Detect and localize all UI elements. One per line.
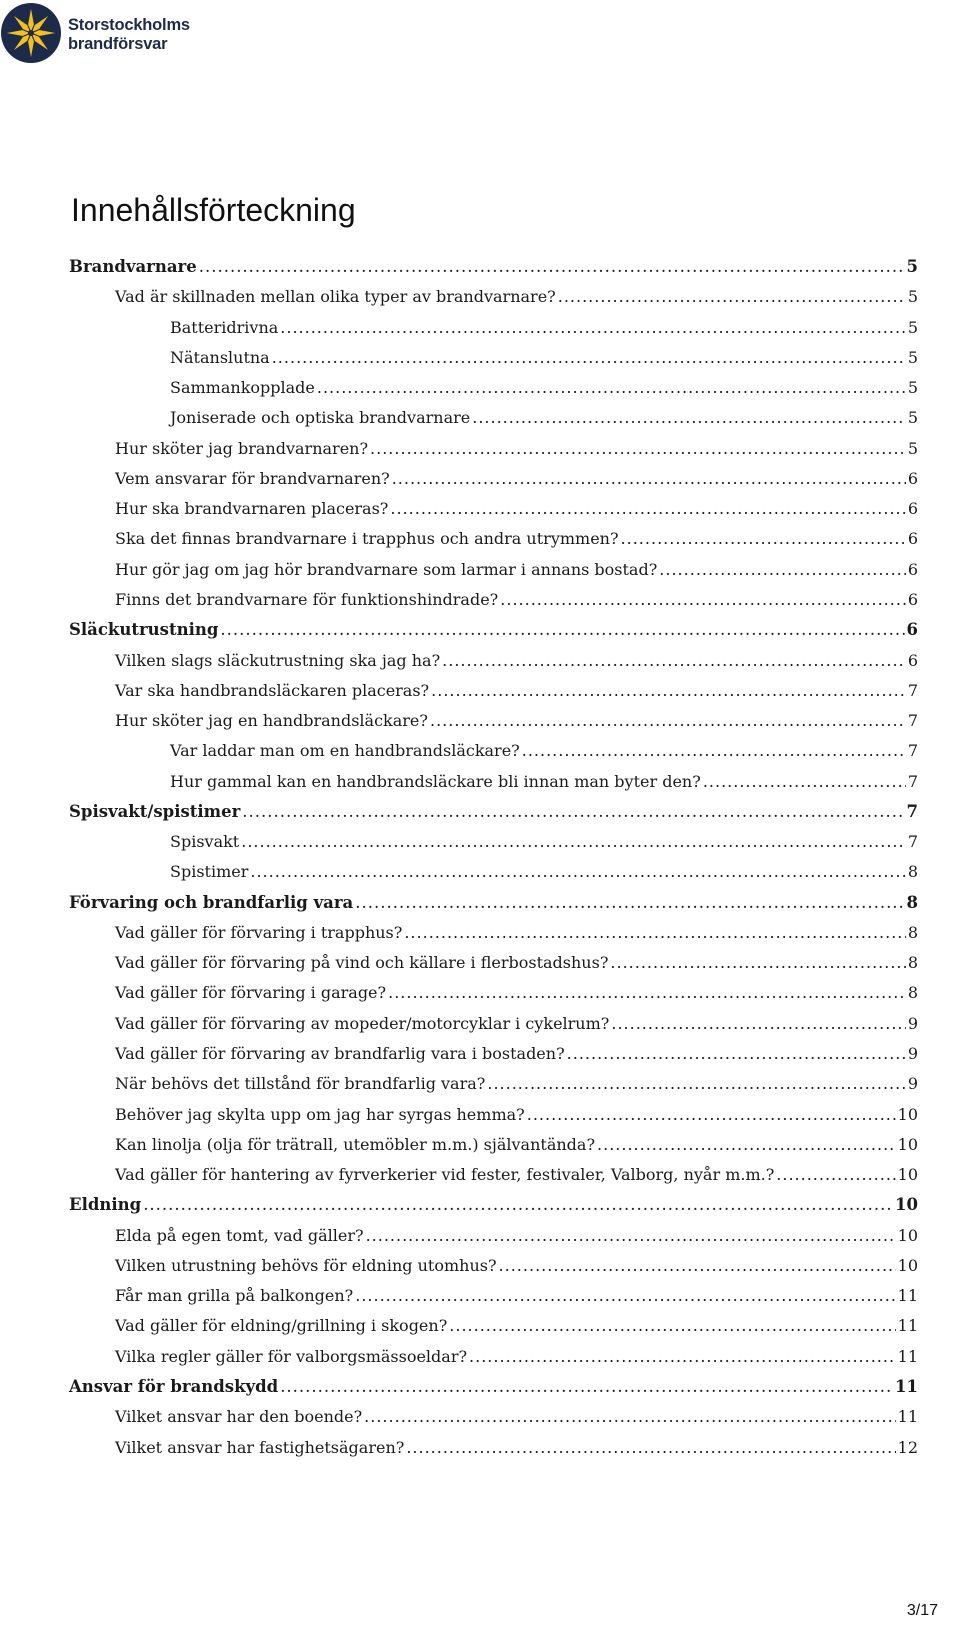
toc-entry-page: 7 xyxy=(906,802,918,821)
toc-entry[interactable] xyxy=(115,1342,918,1372)
toc-entry[interactable] xyxy=(115,1160,918,1190)
toc-entry-title: Vilka regler gäller för valborgsmässoeldar? xyxy=(115,1347,468,1366)
toc-entry-title: Vilken utrustning behövs för eldning utomhus? xyxy=(115,1256,497,1275)
toc-entry-title: Hur gammal kan en handbrandsläckare bli innan man byter den? xyxy=(170,772,701,791)
toc-dot-leader xyxy=(241,827,906,857)
toc-entry-page: 6 xyxy=(907,651,918,670)
toc-entry-title: Vem ansvarar för brandvarnaren? xyxy=(115,469,390,488)
toc-entry-page: 10 xyxy=(895,1195,918,1214)
toc-entry-page: 10 xyxy=(897,1105,918,1124)
toc-entry[interactable] xyxy=(170,313,918,343)
toc-entry-title: När behövs det tillstånd för brandfarlig vara? xyxy=(115,1074,486,1093)
toc-entry-title: Vad är skillnaden mellan olika typer av brandvarnare? xyxy=(115,287,556,306)
toc-entry[interactable] xyxy=(115,494,918,524)
toc-dot-leader xyxy=(659,555,906,585)
toc-dot-leader xyxy=(597,1130,896,1160)
toc-dot-leader xyxy=(355,888,904,918)
toc-dot-leader xyxy=(317,373,906,403)
toc-entry[interactable] xyxy=(115,464,918,494)
toc-entry[interactable] xyxy=(170,827,918,857)
toc-entry-title: Var ska handbrandsläckaren placeras? xyxy=(115,681,430,700)
toc-entry-page: 6 xyxy=(907,529,918,548)
toc-entry-page: 10 xyxy=(897,1256,918,1275)
toc-dot-leader xyxy=(250,857,905,887)
toc-entry-page: 6 xyxy=(906,620,918,639)
toc-entry[interactable] xyxy=(115,1039,918,1069)
toc-entry-page: 7 xyxy=(907,711,918,730)
toc-entry-title: Vad gäller för förvaring i garage? xyxy=(115,983,387,1002)
toc-entry-page: 7 xyxy=(907,832,918,851)
toc-dot-leader xyxy=(220,615,904,645)
toc-entry[interactable] xyxy=(170,343,918,373)
toc-entry-page: 5 xyxy=(907,348,918,367)
toc-entry[interactable] xyxy=(69,615,918,645)
toc-dot-leader xyxy=(366,1221,896,1251)
toc-dot-leader xyxy=(390,494,905,524)
toc-dot-leader xyxy=(392,464,906,494)
toc-entry-page: 10 xyxy=(897,1135,918,1154)
toc-entry-page: 7 xyxy=(907,681,918,700)
toc-dot-leader xyxy=(364,1402,895,1432)
toc-entry-title: Sammankopplade xyxy=(170,378,315,397)
toc-entry[interactable] xyxy=(115,1221,918,1251)
toc-dot-leader xyxy=(621,524,906,554)
toc-entry[interactable] xyxy=(115,1251,918,1281)
toc-entry[interactable] xyxy=(115,1100,918,1130)
toc-entry[interactable] xyxy=(115,948,918,978)
toc-entry[interactable] xyxy=(115,1402,918,1432)
toc-entry-title: Vad gäller för eldning/grillning i skogen? xyxy=(115,1316,448,1335)
toc-entry-page: 9 xyxy=(907,1044,918,1063)
toc-entry-page: 12 xyxy=(897,1438,918,1457)
toc-dot-leader xyxy=(280,1372,893,1402)
toc-entry[interactable] xyxy=(69,888,918,918)
toc-entry-page: 5 xyxy=(907,408,918,427)
toc-entry-page: 11 xyxy=(897,1286,918,1305)
toc-entry-title: Joniserade och optiska brandvarnare xyxy=(170,408,471,427)
toc-entry[interactable] xyxy=(69,252,918,282)
toc-entry[interactable] xyxy=(115,978,918,1008)
toc-entry-page: 8 xyxy=(907,983,918,1002)
toc-entry-title: Nätanslutna xyxy=(170,348,270,367)
toc-entry[interactable] xyxy=(115,1130,918,1160)
toc-dot-leader xyxy=(370,434,906,464)
toc-entry-page: 6 xyxy=(907,590,918,609)
toc-entry-title: Vilket ansvar har den boende? xyxy=(115,1407,363,1426)
toc-entry-title: Eldning xyxy=(69,1195,142,1214)
toc-dot-leader xyxy=(527,1100,896,1130)
toc-dot-leader xyxy=(703,767,906,797)
toc-entry[interactable] xyxy=(170,736,918,766)
toc-entry-page: 10 xyxy=(897,1226,918,1245)
toc-entry[interactable] xyxy=(170,403,918,433)
toc-entry-page: 8 xyxy=(907,862,918,881)
toc-entry[interactable] xyxy=(115,646,918,676)
toc-entry-title: Vad gäller för förvaring av mopeder/motorcyklar i cykelrum? xyxy=(115,1014,610,1033)
toc-dot-leader xyxy=(472,403,906,433)
toc-entry-page: 9 xyxy=(907,1014,918,1033)
toc-entry-title: Spistimer xyxy=(170,862,249,881)
toc-entry[interactable] xyxy=(115,1311,918,1341)
toc-entry[interactable] xyxy=(115,434,918,464)
page-title: Innehållsförteckning xyxy=(71,192,356,228)
toc-dot-leader xyxy=(610,948,905,978)
toc-entry-page: 11 xyxy=(895,1377,918,1396)
toc-entry-title: Hur sköter jag brandvarnaren? xyxy=(115,439,369,458)
toc-entry-page: 10 xyxy=(897,1165,918,1184)
toc-dot-leader xyxy=(500,585,906,615)
toc-entry-title: Ska det finnas brandvarnare i trapphus och andra utrymmen? xyxy=(115,529,619,548)
toc-entry[interactable] xyxy=(69,1190,918,1220)
page-number: 3/17 xyxy=(906,1602,938,1619)
toc-entry-page: 5 xyxy=(907,378,918,397)
toc-dot-leader xyxy=(522,736,906,766)
toc-entry[interactable] xyxy=(69,797,918,827)
toc-entry[interactable] xyxy=(115,1281,918,1311)
toc-entry-page: 5 xyxy=(907,318,918,337)
toc-entry-page: 5 xyxy=(907,439,918,458)
toc-dot-leader xyxy=(143,1190,893,1220)
toc-entry-page: 11 xyxy=(897,1407,918,1426)
toc-entry[interactable] xyxy=(115,555,918,585)
toc-entry-title: Finns det brandvarnare för funktionshindrade? xyxy=(115,590,499,609)
toc-entry-title: Vilket ansvar har fastighetsägaren? xyxy=(115,1438,405,1457)
toc-entry-title: Hur ska brandvarnaren placeras? xyxy=(115,499,389,518)
toc-dot-leader xyxy=(499,1251,896,1281)
toc-entry[interactable] xyxy=(115,706,918,736)
toc-dot-leader xyxy=(242,797,904,827)
toc-entry-title: Var laddar man om en handbrandsläckare? xyxy=(170,741,520,760)
toc-entry-title: Hur gör jag om jag hör brandvarnare som larmar i annans bostad? xyxy=(115,560,658,579)
toc-entry[interactable] xyxy=(115,282,918,312)
toc-entry-title: Vad gäller för förvaring av brandfarlig vara i bostaden? xyxy=(115,1044,565,1063)
toc-dot-leader xyxy=(388,978,906,1008)
toc-entry-title: Hur sköter jag en handbrandsläckare? xyxy=(115,711,428,730)
toc-entry-page: 6 xyxy=(907,499,918,518)
org-name-line2: brandförsvar xyxy=(68,35,168,53)
toc-entry-title: Brandvarnare xyxy=(69,257,197,276)
toc-entry-title: Vilken slags släckutrustning ska jag ha? xyxy=(115,651,441,670)
toc-dot-leader xyxy=(449,1311,895,1341)
toc-entry-page: 7 xyxy=(907,741,918,760)
toc-entry-title: Behöver jag skylta upp om jag har syrgas hemma? xyxy=(115,1105,525,1124)
toc-entry[interactable] xyxy=(115,585,918,615)
toc-dot-leader xyxy=(199,252,905,282)
toc-entry-title: Spisvakt xyxy=(170,832,240,851)
org-name-line1: Storstockholms xyxy=(68,16,190,34)
toc-entry-page: 8 xyxy=(907,923,918,942)
toc-entry[interactable] xyxy=(115,918,918,948)
toc-entry-page: 6 xyxy=(907,469,918,488)
toc-dot-leader xyxy=(406,1433,895,1463)
toc-dot-leader xyxy=(487,1069,905,1099)
org-logo xyxy=(0,0,200,70)
toc-dot-leader xyxy=(430,706,906,736)
toc-dot-leader xyxy=(431,676,906,706)
toc-entry-page: 8 xyxy=(906,893,918,912)
toc-entry-page: 11 xyxy=(897,1347,918,1366)
toc-entry-page: 5 xyxy=(906,257,918,276)
org-name xyxy=(68,16,190,54)
toc-entry-title: Vad gäller för hantering av fyrverkerier vid fester, festivaler, Valborg, nyår m.m.? xyxy=(115,1165,775,1184)
toc-dot-leader xyxy=(611,1009,905,1039)
toc-dot-leader xyxy=(558,282,906,312)
toc-entry-page: 7 xyxy=(907,772,918,791)
toc-entry-page: 11 xyxy=(897,1316,918,1335)
toc-entry-title: Vad gäller för förvaring i trapphus? xyxy=(115,923,403,942)
toc-entry-page: 5 xyxy=(907,287,918,306)
toc-entry[interactable] xyxy=(115,524,918,554)
toc-dot-leader xyxy=(776,1160,895,1190)
star-seal-icon xyxy=(0,2,62,64)
toc-entry-title: Vad gäller för förvaring på vind och källare i flerbostadshus? xyxy=(115,953,609,972)
toc-dot-leader xyxy=(355,1281,895,1311)
toc-entry-title: Får man grilla på balkongen? xyxy=(115,1286,354,1305)
toc-dot-leader xyxy=(272,343,906,373)
toc-entry[interactable] xyxy=(115,1433,918,1463)
toc-entry-title: Ansvar för brandskydd xyxy=(69,1377,279,1396)
toc-entry[interactable] xyxy=(69,1372,918,1402)
toc-dot-leader xyxy=(442,646,906,676)
toc-entry[interactable] xyxy=(170,373,918,403)
toc-entry-title: Kan linolja (olja för trätrall, utemöbler m.m.) självantända? xyxy=(115,1135,596,1154)
toc-entry-title: Batteridrivna xyxy=(170,318,279,337)
toc-dot-leader xyxy=(469,1342,896,1372)
toc-entry-title: Spisvakt/spistimer xyxy=(69,802,241,821)
toc-dot-leader xyxy=(280,313,906,343)
toc-entry[interactable] xyxy=(170,857,918,887)
toc-entry[interactable] xyxy=(115,1009,918,1039)
toc-entry[interactable] xyxy=(115,1069,918,1099)
toc-dot-leader xyxy=(404,918,905,948)
toc-entry-page: 8 xyxy=(907,953,918,972)
toc-entry-title: Elda på egen tomt, vad gäller? xyxy=(115,1226,364,1245)
toc-entry[interactable] xyxy=(115,676,918,706)
toc-entry[interactable] xyxy=(170,767,918,797)
toc-entry-page: 6 xyxy=(907,560,918,579)
toc-entry-title: Släckutrustning xyxy=(69,620,219,639)
toc-entry-title: Förvaring och brandfarlig vara xyxy=(69,893,354,912)
toc-dot-leader xyxy=(567,1039,906,1069)
toc-entry-page: 9 xyxy=(907,1074,918,1093)
